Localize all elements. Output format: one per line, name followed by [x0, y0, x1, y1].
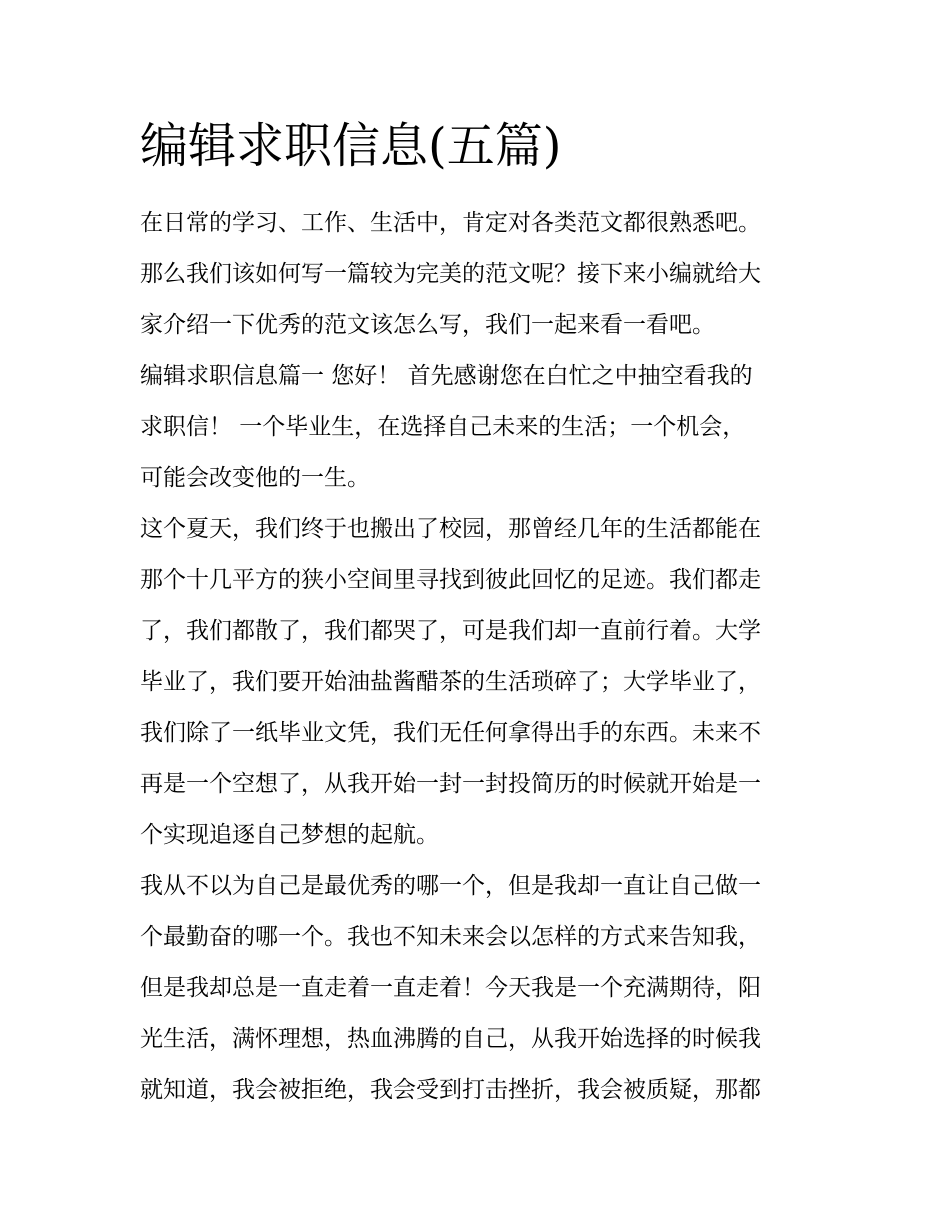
- text-line: 了，我们都散了，我们都哭了，可是我们却一直前行着。大学: [140, 618, 761, 644]
- document-body: [140, 198, 820, 1116]
- text-line: 在日常的学习、工作、生活中，肯定对各类范文都很熟悉吧。: [140, 210, 761, 236]
- text-line: 编辑求职信息篇一 您好！ 首先感谢您在白忙之中抽空看我的: [140, 363, 753, 389]
- text-line: 家介绍一下优秀的范文该怎么写，我们一起来看一看吧。: [140, 312, 715, 338]
- text-line: 毕业了，我们要开始油盐酱醋茶的生活琐碎了；大学毕业了，: [140, 669, 761, 695]
- text-line: 可能会改变他的一生。: [140, 465, 370, 491]
- text-line: 再是一个空想了，从我开始一封一封投简历的时候就开始是一: [140, 771, 761, 797]
- document-title: 编辑求职信息(五篇): [140, 118, 562, 174]
- text-line: 那个十几平方的狭小空间里寻找到彼此回忆的足迹。我们都走: [140, 567, 761, 593]
- text-line: 个最勤奋的哪一个。我也不知未来会以怎样的方式来告知我，: [140, 924, 761, 950]
- text-line: 那么我们该如何写一篇较为完美的范文呢？接下来小编就给大: [140, 261, 761, 287]
- text-line: 光生活，满怀理想，热血沸腾的自己，从我开始选择的时候我: [140, 1026, 761, 1052]
- text-line: 我从不以为自己是最优秀的哪一个，但是我却一直让自己做一: [140, 873, 761, 899]
- text-line: 就知道，我会被拒绝，我会受到打击挫折，我会被质疑，那都: [140, 1077, 761, 1103]
- text-line: 这个夏天，我们终于也搬出了校园，那曾经几年的生活都能在: [140, 516, 761, 542]
- text-line: 我们除了一纸毕业文凭，我们无任何拿得出手的东西。未来不: [140, 720, 761, 746]
- text-line: 但是我却总是一直走着一直走着！今天我是一个充满期待，阳: [140, 975, 761, 1001]
- text-line: 求职信！ 一个毕业生，在选择自己未来的生活；一个机会，: [140, 414, 746, 440]
- text-line: 个实现追逐自己梦想的起航。: [140, 822, 439, 848]
